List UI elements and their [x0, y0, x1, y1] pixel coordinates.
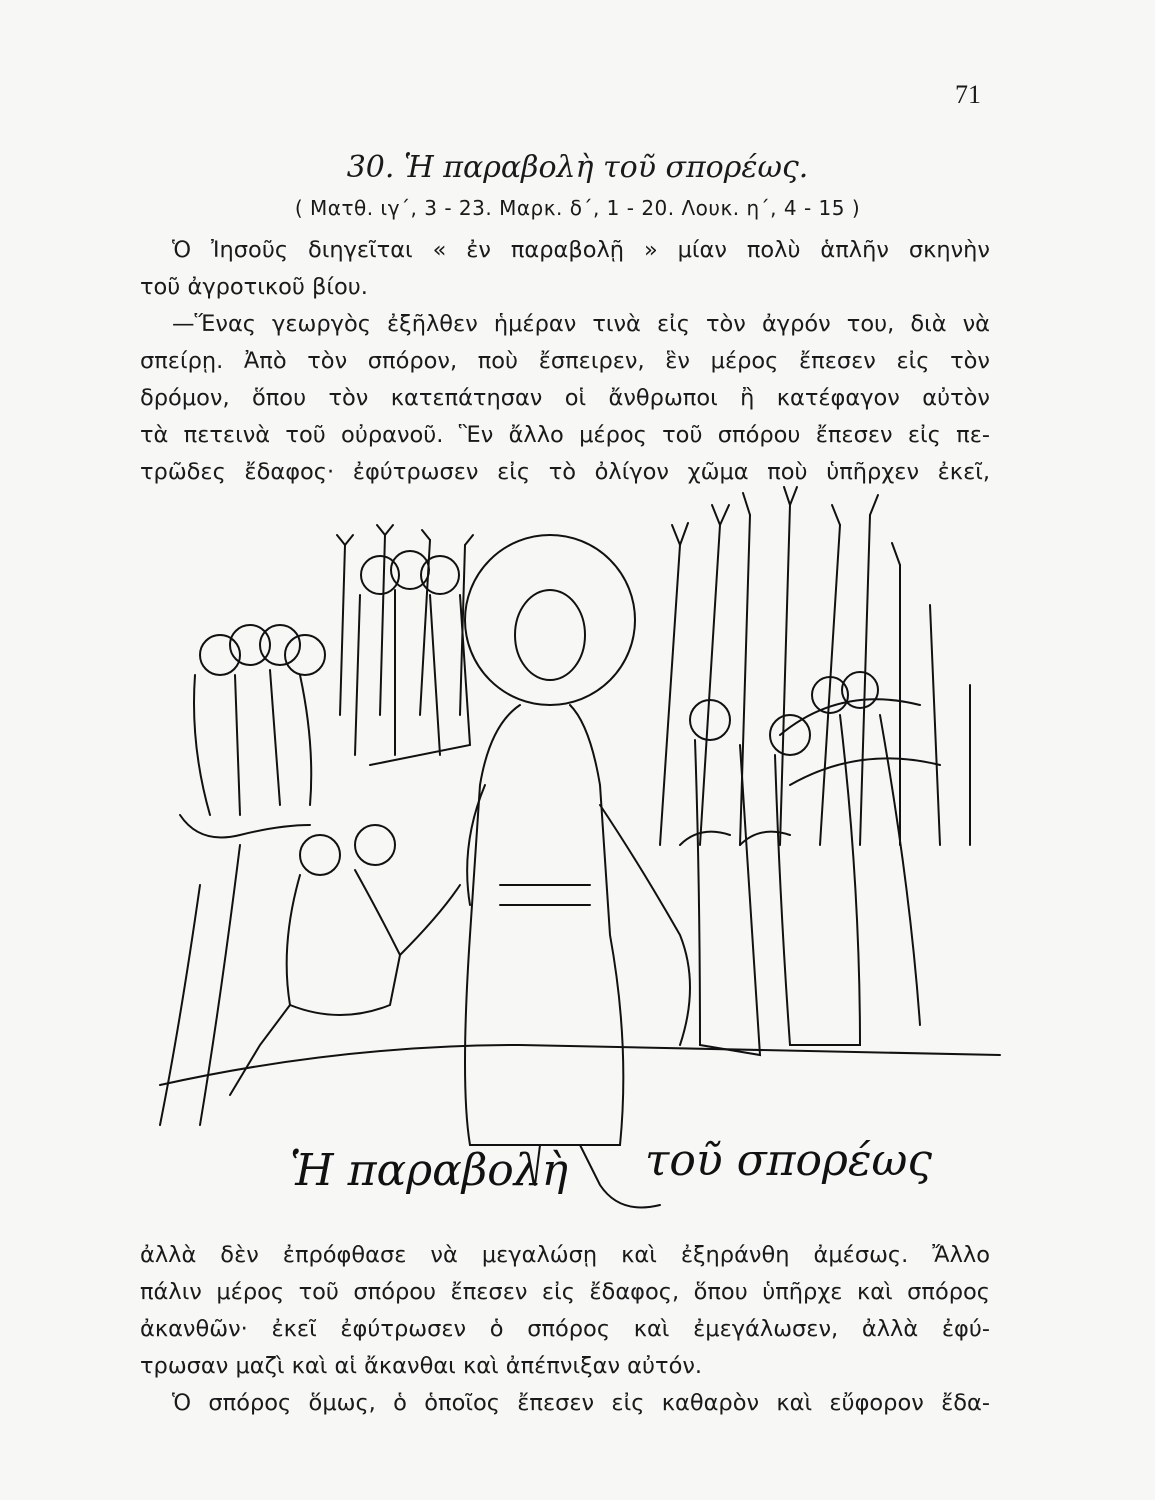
- chapter-title: 30. Ἡ παραβολὴ τοῦ σπορέως.: [346, 150, 809, 185]
- text-line: ἀκανθῶν· ἐκεῖ ἐφύτρωσεν ὁ σπόρος καὶ ἐμεγάλωσεν, ἀλλὰ ἐφύ-: [140, 1316, 990, 1342]
- text-line: σπείρῃ. Ἀπὸ τὸν σπόρον, ποὺ ἔσπειρεν, ἓν μέρος ἔπεσεν εἰς τὸν: [140, 348, 990, 374]
- text-block-bottom: [140, 1237, 990, 1422]
- christ-figure-icon: [465, 535, 690, 1208]
- text-line: πάλιν μέρος τοῦ σπόρου ἔπεσεν εἰς ἔδαφος, ὅπου ὑπῆρχε καὶ σπόρος: [140, 1279, 990, 1305]
- text-line: τὰ πετεινὰ τοῦ οὐρανοῦ. Ἓν ἄλλο μέρος τοῦ σπόρου ἔπεσεν εἰς πε-: [140, 422, 990, 448]
- wheat-field-icon: [660, 487, 970, 845]
- ground-line: [160, 1045, 1000, 1085]
- text-line: δρόμον, ὅπου τὸν κατεπάτησαν οἱ ἄνθρωποι ἢ κατέφαγον αὐτὸν: [140, 385, 990, 411]
- text-block-top: [140, 232, 990, 491]
- text-line: τρωσαν μαζὶ καὶ αἱ ἄκανθαι καὶ ἀπέπνιξαν αὐτόν.: [140, 1353, 703, 1379]
- text-line: τοῦ ἀγροτικοῦ βίου.: [140, 274, 368, 300]
- text-line: Ὁ Ἰησοῦς διηγεῖται « ἐν παραβολῇ » μίαν πολὺ ἁπλῆν σκηνὴν: [172, 237, 990, 263]
- text-line: Ὁ σπόρος ὅμως, ὁ ὁποῖος ἔπεσεν εἰς καθαρὸν καὶ εὔφορον ἔδα-: [172, 1390, 990, 1416]
- illustration-caption-right: τοῦ σπορέως: [645, 1135, 933, 1186]
- text-line: τρῶδες ἔδαφος· ἐφύτρωσεν εἰς τὸ ὀλίγον χῶμα ποὺ ὑπῆρχεν ἐκεῖ,: [140, 459, 990, 485]
- disciples-group-top-icon: [355, 551, 470, 765]
- text-line: ἀλλὰ δὲν ἐπρόφθασε νὰ μεγαλώσῃ καὶ ἐξηράνθη ἀμέσως. Ἄλλο: [140, 1242, 990, 1268]
- illustration-caption-left: Ἡ παραβολὴ: [290, 1145, 569, 1196]
- scripture-references: ( Ματθ. ιγ΄, 3 - 23. Μαρκ. δ΄, 1 - 20. Λουκ. η΄, 4 - 15 ): [294, 196, 861, 220]
- disciples-group-left-icon: [180, 625, 325, 838]
- text-line: —Ἕνας γεωργὸς ἐξῆλθεν ἡμέραν τινὰ εἰς τὸν ἀγρόν του, διὰ νὰ: [172, 311, 990, 337]
- disciples-group-right-icon: [680, 672, 920, 1055]
- page-number: 71: [955, 80, 981, 109]
- parable-illustration: [140, 485, 1010, 1230]
- wheat-stalks-icon: [160, 525, 473, 1125]
